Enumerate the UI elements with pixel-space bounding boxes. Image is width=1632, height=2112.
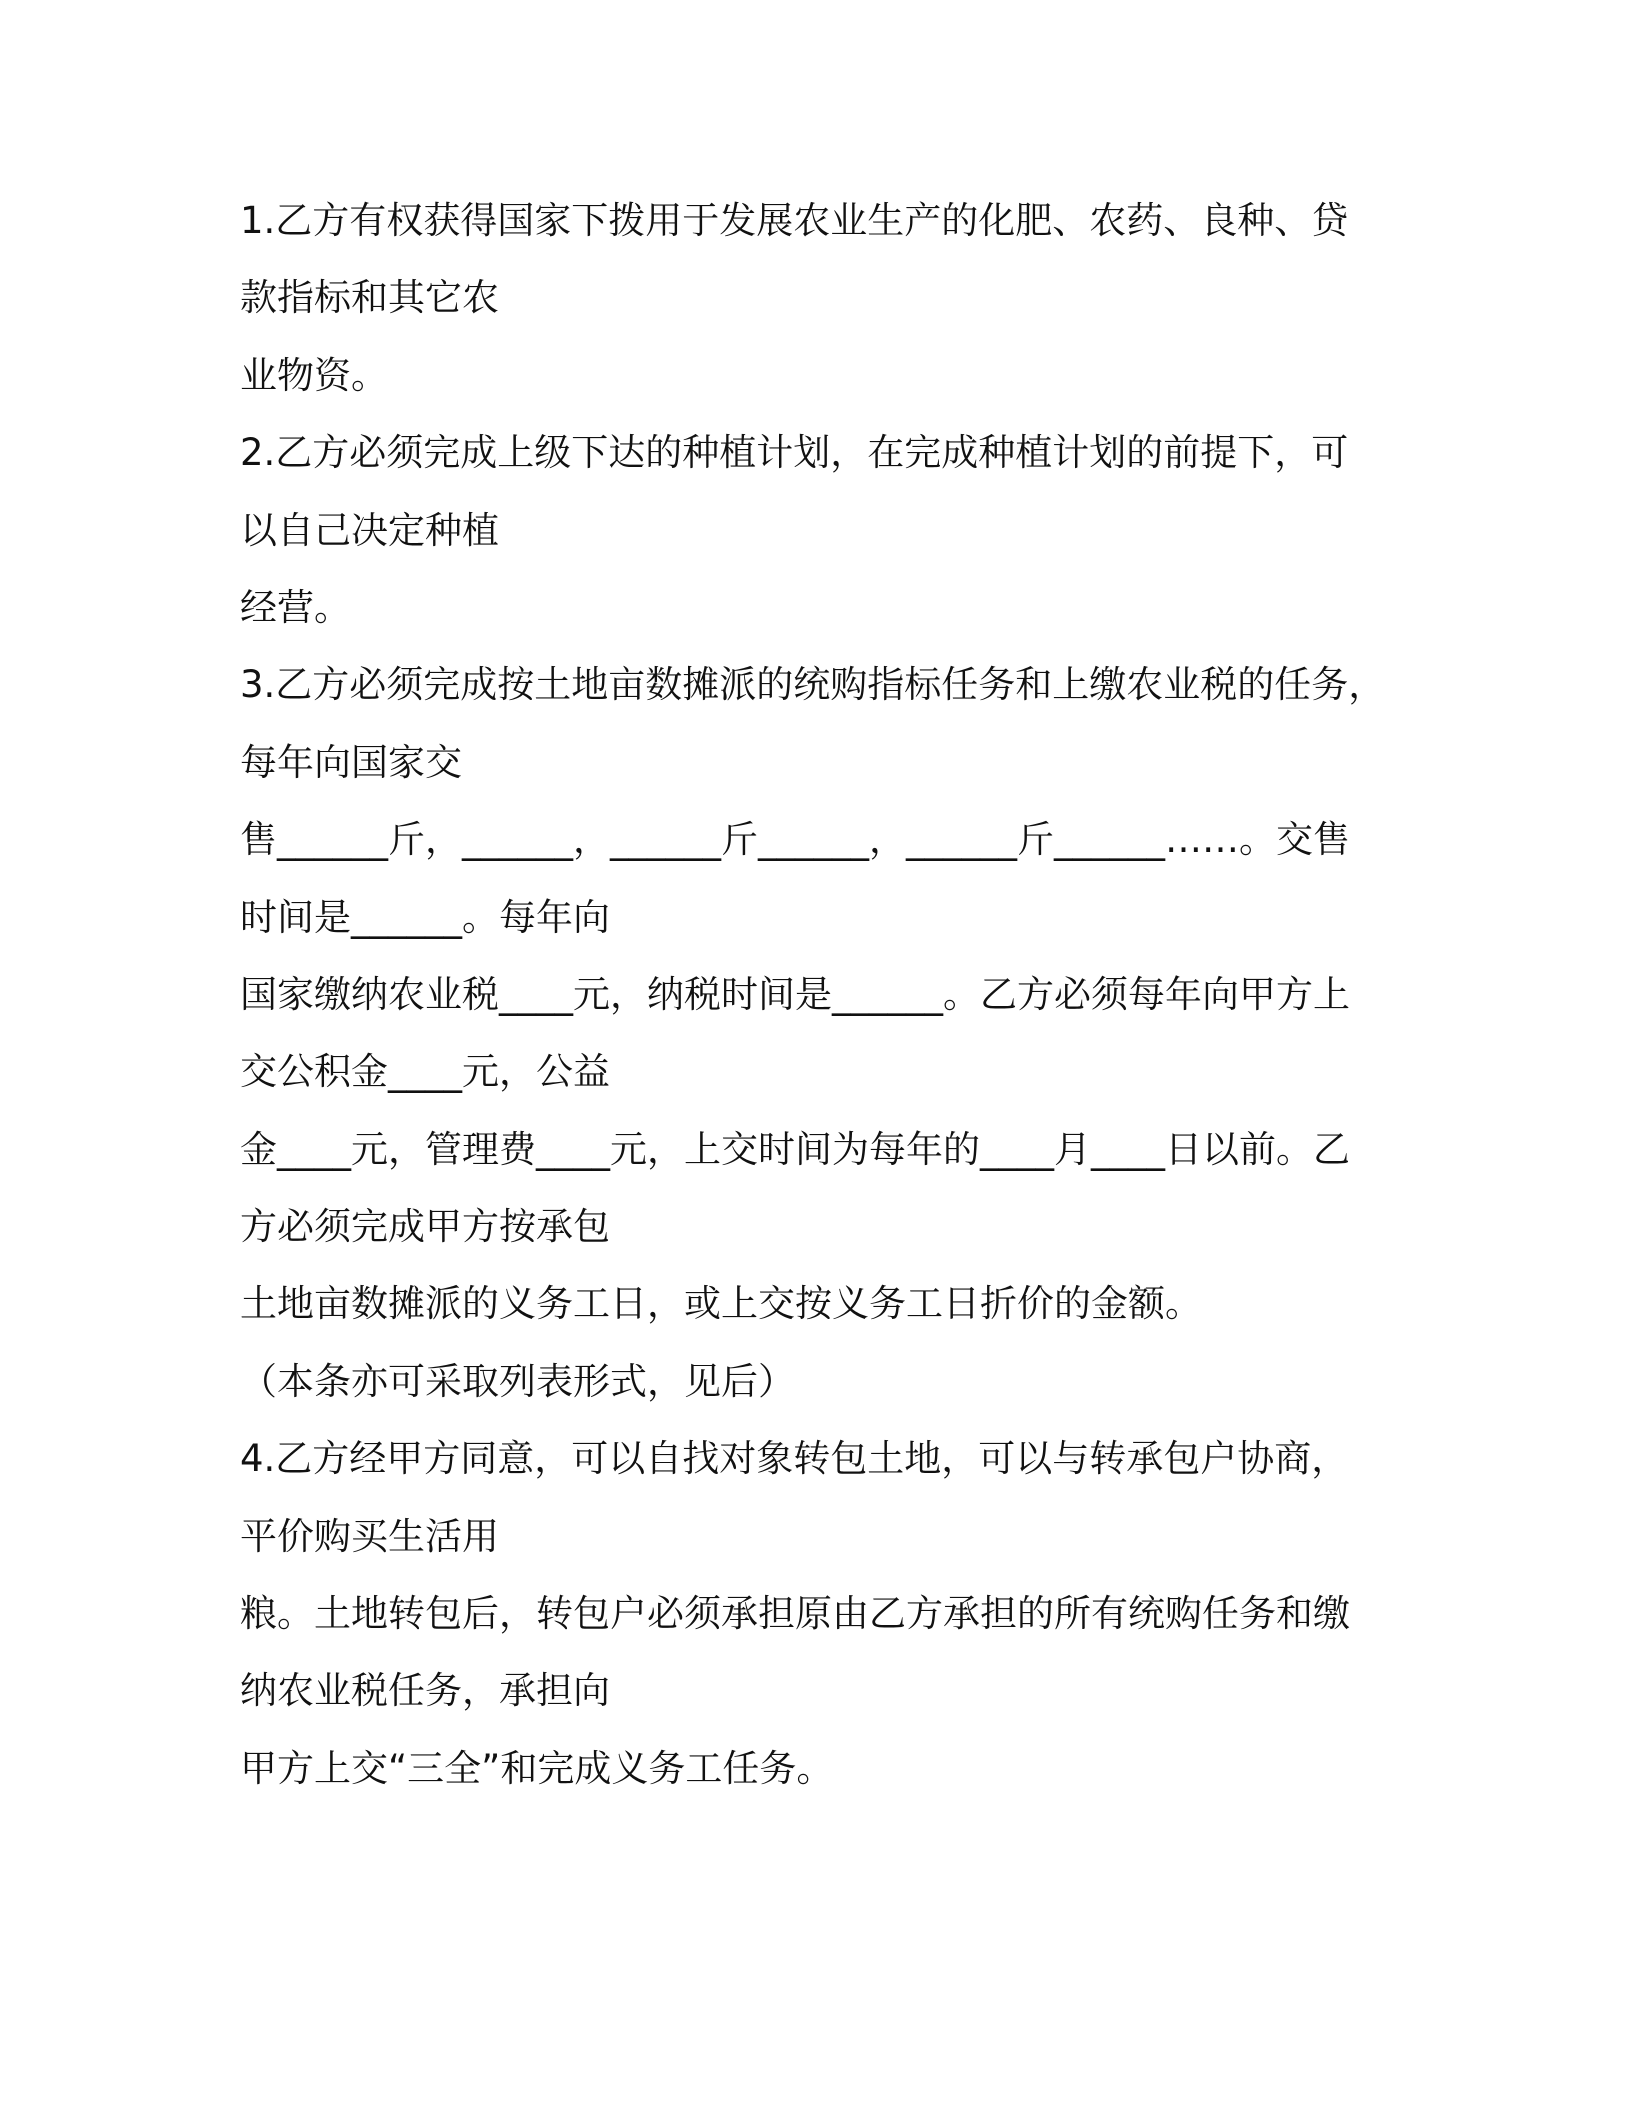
clause-3-line-9: 土地亩数摊派的义务工日，或上交按义务工日折价的金额。 [240, 1282, 1202, 1326]
clause-1-line-2: 款指标和其它农 [240, 276, 499, 320]
clause-3-line-7: 金____元，管理费____元，上交时间为每年的____月____日以前。乙 [240, 1127, 1350, 1171]
clause-3-line-8: 方必须完成甲方按承包 [240, 1205, 610, 1249]
clause-3-line-2: 每年向国家交 [240, 740, 462, 784]
clause-3-note: （本条亦可采取列表形式，见后） [240, 1359, 795, 1403]
clause-3-line-1: 3.乙方必须完成按土地亩数摊派的统购指标任务和上缴农业税的任务， [240, 663, 1386, 707]
clause-4-line-2: 平价购买生活用 [240, 1514, 499, 1558]
clause-2-line-2: 以自己决定种植 [240, 508, 499, 552]
clause-3-line-3: 售______斤，______，______斤______，______斤______……。交售 [240, 818, 1350, 862]
clause-3-line-6: 交公积金____元，公益 [240, 1050, 610, 1094]
clause-4-line-1: 4.乙方经甲方同意，可以自找对象转包土地，可以与转承包户协商， [240, 1437, 1349, 1481]
clause-3-line-5: 国家缴纳农业税____元，纳税时间是______。乙方必须每年向甲方上 [240, 972, 1350, 1016]
clause-1-line-3: 业物资。 [240, 353, 388, 397]
clause-4-line-4: 纳农业税任务，承担向 [240, 1669, 610, 1713]
clause-3-line-4: 时间是______。每年向 [240, 895, 610, 939]
clause-4-line-5: 甲方上交“三全”和完成义务工任务。 [240, 1746, 834, 1790]
clause-2-line-1: 2.乙方必须完成上级下达的种植计划，在完成种植计划的前提下，可 [240, 431, 1349, 475]
clause-4-line-3: 粮。土地转包后，转包户必须承担原由乙方承担的所有统购任务和缴 [240, 1592, 1350, 1636]
clause-2-line-3: 经营。 [240, 585, 351, 629]
clause-1-line-1: 1.乙方有权获得国家下拨用于发展农业生产的化肥、农药、良种、贷 [240, 199, 1349, 242]
contract-clauses [240, 182, 1410, 1807]
